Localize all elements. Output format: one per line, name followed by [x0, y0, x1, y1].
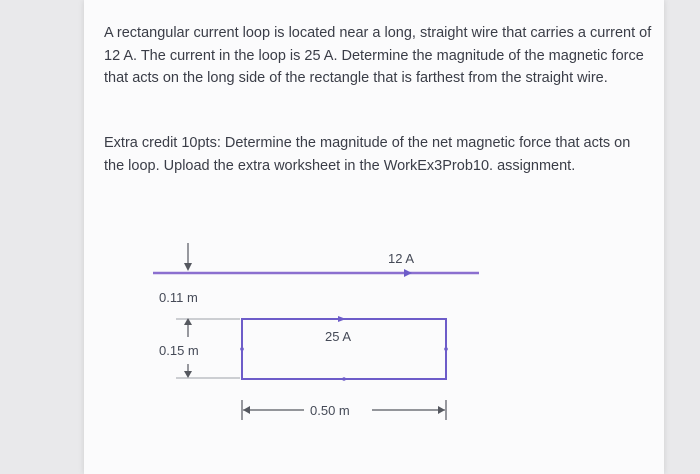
loop-marker-bottom — [342, 377, 346, 381]
loop-length-label: 0.50 m — [310, 403, 350, 418]
gap-distance-label: 0.11 m — [159, 290, 198, 305]
wire-current-label: 12 A — [388, 251, 415, 266]
wire-arrow-head — [184, 263, 192, 271]
wire-current-arrow — [404, 269, 412, 277]
height-arrow-down-head — [184, 371, 192, 378]
extra-credit-text: Extra credit 10pts: Determine the magnitude of the net magnetic force that acts on the loop. Upload the extra worksheet in the WorkEx3Prob10. assignment. — [104, 135, 631, 174]
loop-current-label: 25 A — [325, 329, 352, 344]
loop-current-arrow-top — [338, 316, 346, 322]
problem-text: A rectangular current loop is located near a long, straight wire that carries a current of 12 A. The current in the loop is 25 A. Determine the magnitude of the magnetic force that acts on the long side of the rectangle that is farthest from the straight wire. — [104, 25, 652, 86]
loop-height-label: 0.15 m — [159, 343, 199, 358]
length-arrow-left — [243, 406, 250, 414]
length-arrow-right — [438, 406, 445, 414]
current-loop — [242, 319, 446, 379]
loop-marker-left — [240, 347, 244, 351]
loop-marker-right — [444, 347, 448, 351]
